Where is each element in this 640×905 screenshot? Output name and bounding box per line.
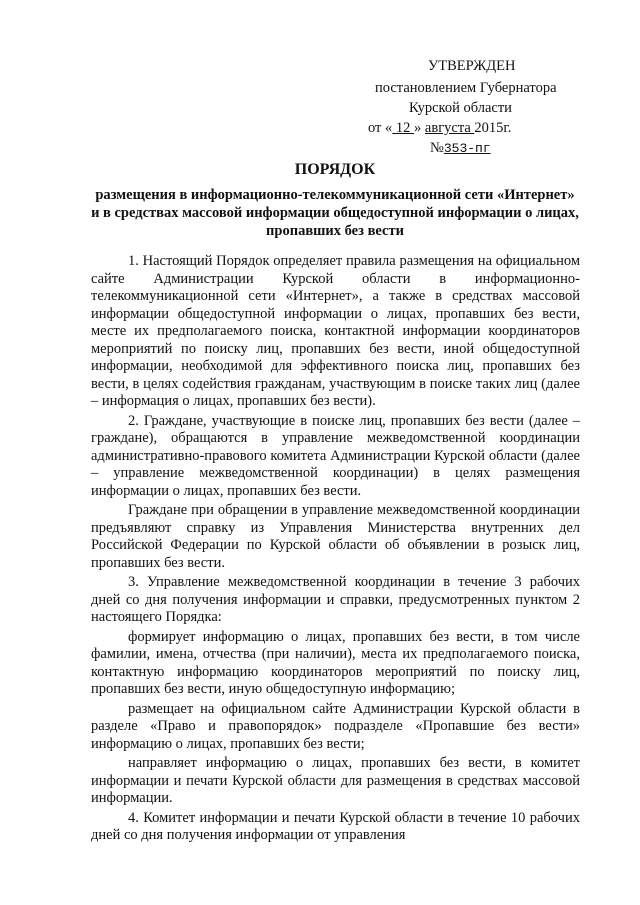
approved-heading: УТВЕРЖДЕН <box>428 58 516 74</box>
number-prefix: № <box>430 140 444 156</box>
document-body <box>91 253 580 847</box>
document-title: ПОРЯДОК <box>294 161 376 178</box>
paragraph-1: 1. Настоящий Порядок определяет правила размещения на официальном сайте Администрации Курской области в информационно-телекоммуникационной сети «Интернет», а также в средствах массовой информации общедоступной информации о лицах, пропавших без вести, месте их предполагаемого поиска, контактной информации координаторов мероприятий по поиску лиц, пропавших без вести, иной общедоступной информации, необходимой для эффективного поиска лиц, пропавших без вести, в целях содействия гражданам, участвующим в поиске таких лиц (далее – информация о лицах, пропавших без вести). <box>91 253 580 409</box>
date-mid: » <box>414 120 425 136</box>
date-prefix: от « <box>368 120 393 136</box>
paragraph-3c: направляет информацию о лицах, пропавших без вести, в комитет информации и печати Курской области для размещения в средствах массовой информации. <box>91 755 580 806</box>
paragraph-3: 3. Управление межведомственной координации в течение 3 рабочих дней со дня получения информации и справки, предусмотренных пунктом 2 настоящего Порядка: <box>91 574 580 625</box>
paragraph-4: 4. Комитет информации и печати Курской области в течение 10 рабочих дней со дня получения информации от управления <box>91 809 580 843</box>
date-month: августа <box>424 120 475 136</box>
document-subtitle: размещения в информационно-телекоммуникационной сети «Интернет» и в средствах массовой информации общедоступной информации о лицах, пропавших без вести <box>91 187 579 239</box>
paragraph-2a: Граждане при обращении в управление межведомственной координации предъявляют справку из Управления Министерства внутренних дел Российской Федерации по Курской области об объявлении в розыск лиц, пропавших без вести. <box>91 502 580 571</box>
date-year: 2015г. <box>474 120 512 136</box>
paragraph-3a: формирует информацию о лицах, пропавших без вести, в том числе фамилии, имена, отчества (при наличии), места их предполагаемого поиска, контактную информацию координаторов мероприятий по поиску лиц, пропавших без вести, иную общедоступную информацию; <box>91 628 580 697</box>
date-day: 12 <box>392 120 415 136</box>
paragraph-3b: размещает на официальном сайте Администрации Курской области в разделе «Право и правопорядок» подразделе «Пропавшие без вести» информацию о лицах, пропавших без вести; <box>91 700 580 752</box>
approved-by-resolution: постановлением Губернатора <box>375 80 557 96</box>
number-value: 353-пг <box>443 141 491 156</box>
approval-number <box>430 138 491 159</box>
approved-region: Курской области <box>409 100 512 116</box>
approval-date <box>368 118 511 138</box>
paragraph-2: 2. Граждане, участвующие в поиске лиц, пропавших без вести (далее – граждане), обращаются в управление межведомственной координации административно-правового комитета Администрации Курской области (далее – управление межведомственной координации) в целях размещения информации о лицах, пропавших без вести. <box>91 412 580 499</box>
document-title-block <box>90 160 580 240</box>
